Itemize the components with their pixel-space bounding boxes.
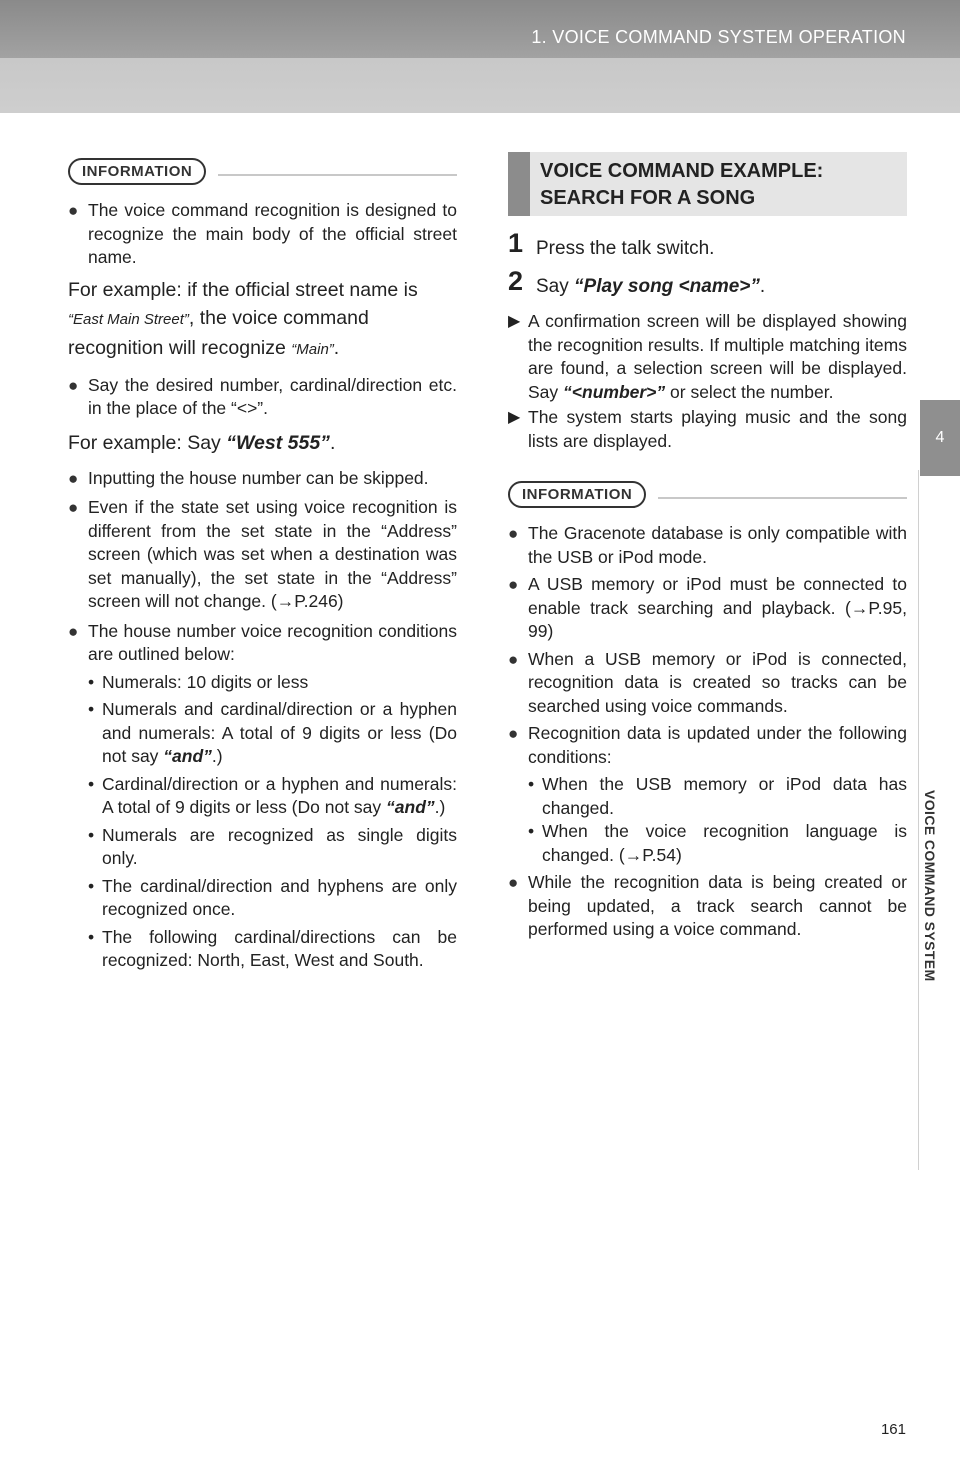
- voice-command: “Play song <name>”: [574, 276, 760, 297]
- right-column: [508, 152, 907, 942]
- bullet-text: A USB memory or iPod must be connected to enable track searching and playback. (→P.95, 99): [528, 574, 907, 641]
- voice-command: “and”: [163, 746, 212, 766]
- sub-bullet-icon: •: [88, 773, 95, 794]
- step-1: [508, 228, 907, 262]
- header-title: 1. VOICE COMMAND SYSTEM OPERATION: [531, 27, 906, 47]
- bullet-text: Even if the state set using voice recognition is different from the set state in the “Address” screen (which was set when a destination was set manually), the set state in the “Address” screen will not change. (→P.246): [88, 497, 457, 611]
- sub-item: [68, 773, 457, 820]
- example-text-part: For example: if the official street name is: [68, 278, 418, 301]
- sub-bullet-icon: •: [88, 699, 95, 719]
- sub-bullet-icon: •: [88, 671, 95, 692]
- step-number: 2: [508, 266, 524, 296]
- sub-item-text: Numerals: 10 digits or less: [102, 671, 309, 692]
- example-text-part: .: [333, 336, 340, 359]
- sub-item-text: Numerals are recognized as single digits only.: [102, 824, 457, 868]
- chapter-label: VOICE COMMAND SYSTEM: [922, 790, 938, 982]
- information-label: INFORMATION: [68, 158, 206, 185]
- sub-item: [68, 875, 457, 922]
- bullet-text: When a USB memory or iPod is connected, recognition data is created so tracks can be searched using voice commands.: [528, 648, 907, 716]
- info-bullet: [508, 648, 907, 719]
- step-text: .: [759, 276, 766, 297]
- example-text: [68, 429, 457, 457]
- bullet-text: While the recognition data is being created or being updated, a track search cannot be performed using a voice command.: [528, 872, 907, 939]
- info-bullet: [68, 496, 457, 614]
- voice-command: “<number>”: [563, 381, 666, 402]
- section-heading: [508, 152, 907, 216]
- info-bullet: [68, 467, 457, 491]
- sub-item-text: .): [434, 797, 446, 817]
- example-street: “East Main Street”: [68, 310, 189, 328]
- bullet-dot-icon: ●: [508, 724, 519, 743]
- sub-item-text: The following cardinal/directions can be recognized: North, East, West and South.: [102, 926, 457, 970]
- sub-item-text: Numerals and cardinal/direction or a hyphen and numerals: A total of 9 digits or less (Do not say: [102, 699, 457, 766]
- section-title-line: VOICE COMMAND EXAMPLE:: [540, 160, 824, 182]
- sub-item-text: The cardinal/direction and hyphens are only recognized once.: [102, 875, 457, 919]
- sub-bullet-icon: •: [528, 774, 535, 794]
- sub-item-text: .): [211, 746, 223, 766]
- bullet-text: Say the desired number, cardinal/direction etc. in the place of the “<>”.: [88, 374, 457, 418]
- side-divider: [918, 470, 919, 1170]
- info-bullet: [508, 522, 907, 569]
- section-title-line: SEARCH FOR A SONG: [540, 187, 756, 209]
- info-box-left: [68, 158, 457, 185]
- bullet-text: The voice command recognition is designed to recognize the main body of the official street name.: [88, 200, 457, 267]
- example-text: [68, 276, 457, 364]
- sub-bullet-icon: •: [528, 821, 535, 841]
- bullet-dot-icon: ●: [508, 575, 519, 594]
- triangle-bullet-icon: ▶: [508, 409, 521, 426]
- example-text-part: , the voice command recognition will recognize: [68, 306, 369, 359]
- sub-item: [68, 671, 457, 695]
- sub-bullet-icon: •: [88, 875, 95, 896]
- voice-command: “and”: [386, 797, 435, 817]
- example-text-part: .: [329, 431, 336, 454]
- step-text: Press the talk switch.: [536, 238, 715, 259]
- voice-command: “West 555”: [226, 431, 330, 454]
- sub-item: [508, 773, 907, 820]
- sub-item: [68, 926, 457, 973]
- sub-bullet-icon: •: [88, 824, 95, 845]
- bullet-dot-icon: ●: [508, 524, 519, 543]
- bullet-text: The house number voice recognition conditions are outlined below:: [88, 620, 457, 664]
- example-main: “Main”: [291, 340, 334, 358]
- bullet-dot-icon: ●: [508, 873, 519, 892]
- bullet-text: Inputting the house number can be skipped.: [88, 467, 429, 488]
- sub-bullet-icon: •: [88, 926, 95, 947]
- page-header: [0, 0, 960, 113]
- info-bullet: [508, 871, 907, 942]
- info-bullet: [508, 722, 907, 769]
- information-label: INFORMATION: [508, 481, 646, 508]
- bullet-text: The Gracenote database is only compatible with the USB or iPod mode.: [528, 523, 907, 567]
- step-text: Say: [536, 276, 575, 297]
- result-text: or select the number.: [665, 381, 834, 402]
- info-bullet: [68, 620, 457, 667]
- sub-item-text: When the voice recognition language is changed. (→P.54): [542, 821, 907, 865]
- result-text: A confirmation screen will be displayed showing the recognition results. If multiple matching items are found, a selection screen will be displayed. Say: [528, 311, 907, 402]
- left-column: [68, 158, 457, 973]
- result-text: The system starts playing music and the song lists are displayed.: [528, 407, 907, 451]
- sub-item: [68, 698, 457, 769]
- info-bullet: [508, 573, 907, 644]
- chapter-tab: 4: [920, 400, 960, 476]
- example-text-part: For example: Say: [68, 431, 227, 454]
- bullet-dot-icon: ●: [68, 621, 79, 641]
- bullet-dot-icon: ●: [68, 468, 79, 488]
- step-number: 1: [508, 228, 524, 258]
- bullet-dot-icon: ●: [68, 201, 79, 220]
- info-bullet: [68, 199, 457, 270]
- page-number: 161: [880, 1421, 906, 1438]
- sub-item: [508, 820, 907, 867]
- result-item: [508, 406, 907, 453]
- bullet-dot-icon: ●: [68, 375, 79, 395]
- bullet-dot-icon: ●: [68, 498, 79, 517]
- info-box-right: [508, 481, 907, 508]
- sub-item: [68, 824, 457, 871]
- triangle-bullet-icon: ▶: [508, 313, 521, 330]
- sub-item-text: Cardinal/direction or a hyphen and numerals: A total of 9 digits or less (Do not say: [102, 773, 457, 817]
- result-item: [508, 310, 907, 404]
- step-2: [508, 266, 907, 300]
- bullet-dot-icon: ●: [508, 649, 519, 669]
- info-bullet: [68, 374, 457, 421]
- sub-item-text: When the USB memory or iPod data has changed.: [542, 774, 907, 818]
- bullet-text: Recognition data is updated under the following conditions:: [528, 723, 907, 767]
